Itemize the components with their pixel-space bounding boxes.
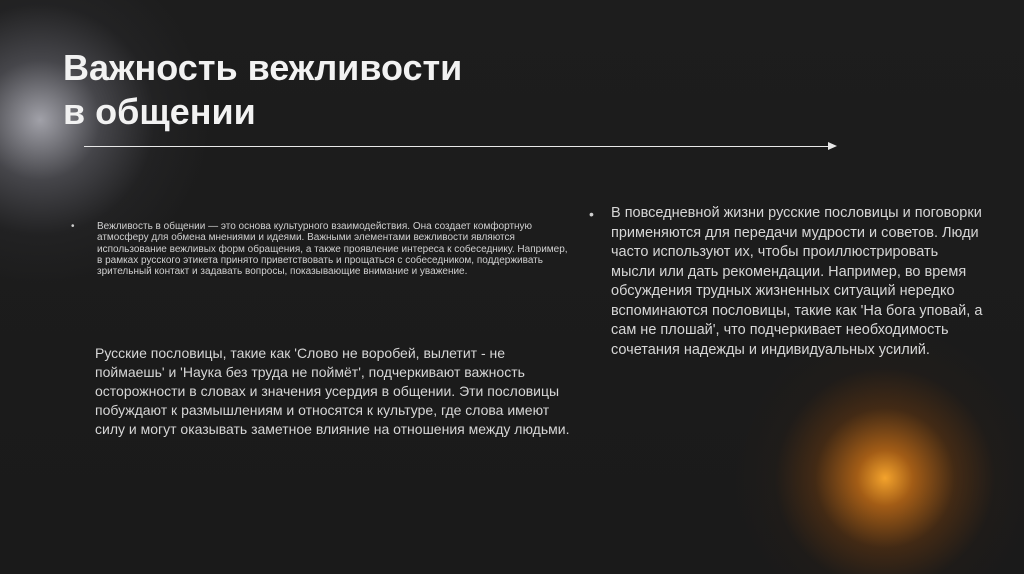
title-underline-arrow — [84, 146, 832, 147]
slide-title: Важность вежливости в общении — [63, 47, 463, 132]
bullet-icon: • — [71, 221, 75, 232]
everyday-proverbs-bullet-text: В повседневной жизни русские пословицы и поговорки применяются для передачи мудрости и советов. Люди часто используют их, чтобы проиллюстрировать мысли или дать рекомендации. Например, во время обсуждения трудных жизненных ситуаций нередко вспоминаются пословицы, такие как 'На бога уповай, а сам не плошай', что подчеркивает необходимость сочетания надежды и индивидуальных усилий. — [611, 205, 983, 358]
bullet-icon: • — [589, 206, 594, 222]
politeness-bullet-text: Вежливость в общении — это основа культурного взаимодействия. Она создает комфортную атмосферу для обмена мнениями и идеями. Важными элементами вежливости являются использование вежливых форм обращения, а также проявление интереса к собеседнику. Например, в рамках русского этикета принято приветствовать и прощаться с собеседником, поддерживать зрительный контакт и задавать вопросы, показывающие внимание и уважение. — [97, 221, 568, 278]
proverbs-paragraph: Русские пословицы, такие как 'Слово не воробей, вылетит - не поймаешь' и 'Наука без труда не поймёт', подчеркивают важность осторожности в словах и значения усердия в общении. Эти пословицы побуждают к размышлениям и относятся к культуре, где слова имеют силу и могут оказывать заметное влияние на отношения между людьми. — [95, 345, 570, 437]
arrowhead-icon — [828, 142, 837, 150]
